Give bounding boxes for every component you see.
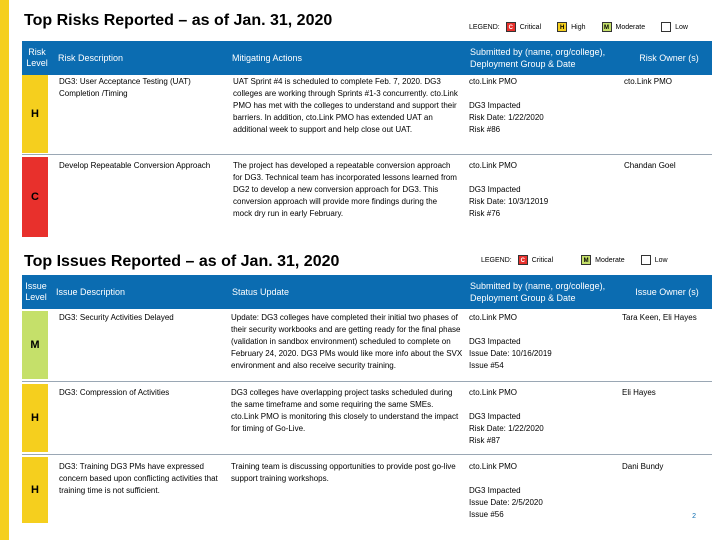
issue-description: DG3: Training DG3 PMs have expressed concern based upon conflicting activities that training time is not sufficient. [59,462,218,495]
issue-owner: Tara Keen, Eli Hayes [622,313,697,322]
legend-low-swatch [661,22,671,32]
risks-header-description: Risk Description [58,53,124,63]
submitted-date: Issue Date: 2/5/2020 [469,498,543,507]
issue-status: Update: DG3 colleges have completed their initial two phases of their security workbooks and are getting ready for the final phase (validation in sandbox environment) scheduled to complete on February 24, 2020. DG3 PMs would like more info about the SVX environment and also receive security training. [231,313,463,370]
risk-submitted [465,159,620,221]
legend-label: LEGEND: [469,23,500,31]
row-divider [22,154,712,155]
legend-moderate-label: Moderate [615,23,646,31]
issue-level-badge: H [22,384,48,452]
legend-high-label: High [571,23,586,31]
row-divider [22,381,712,382]
legend-low-swatch [641,255,651,265]
page-number: 2 [692,513,696,520]
issues-header-status: Status Update [232,287,290,297]
issues-header-description: Issue Description [56,287,126,297]
legend-critical-swatch: C [518,255,528,265]
legend-moderate-swatch: M [581,255,591,265]
issues-legend [481,255,684,265]
issue-status: Training team is discussing opportunities to provide post go-live support training workshops. [231,462,456,483]
issue-submitted [465,386,620,448]
legend-high-swatch: H [557,22,567,32]
legend-critical-label: Critical [519,23,542,31]
submitted-date: Risk Date: 10/3/12019 [469,197,549,206]
risks-legend [469,22,704,32]
issue-status: DG3 colleges have overlapping project tasks scheduled during the same timeframe and some requiring the same SMEs. cto.Link PMO is monitoring this closely to understand the impact for timing of Go-Live. [231,388,459,433]
issue-submitted [465,311,620,373]
risk-level-badge: H [22,75,48,153]
submitted-group: DG3 Impacted [469,486,521,495]
issue-owner: Eli Hayes [622,388,656,397]
submitted-org: cto.Link PMO [469,313,518,322]
submitted-group: DG3 Impacted [469,337,521,346]
risks-header-submitted: Submitted by (name, org/college), Deployment Group & Date [470,47,606,69]
risk-level-badge: C [22,157,48,237]
risk-submitted [465,75,620,137]
legend-moderate-label: Moderate [595,256,625,264]
submitted-id: Risk #76 [469,209,501,218]
legend-low-label: Low [675,23,688,31]
issue-description: DG3: Security Activities Delayed [59,313,174,322]
issue-level-badge: M [22,311,48,379]
issues-header-row [22,275,712,309]
issue-level-badge: H [22,457,48,523]
left-accent-bar [0,0,9,540]
risks-header-owner: Risk Owner (s) [639,53,699,63]
submitted-org: cto.Link PMO [469,161,518,170]
issues-header-owner: Issue Owner (s) [635,287,699,297]
risks-header-row [22,41,712,75]
risk-mitigation: UAT Sprint #4 is scheduled to complete Feb. 7, 2020. DG3 colleges are working through Sprints #1-3 concurrently. cto.Link PMO has met with the colleges to understand and support their barriers. In addition, cto.Link PMO has extended UAT an additional week to support and help close out UAT. [233,77,458,134]
issues-header-level: Issue Level [25,281,47,302]
submitted-id: Issue #54 [469,361,504,370]
issues-header-submitted: Submitted by (name, org/college), Deployment Group & Date [470,281,606,303]
submitted-group: DG3 Impacted [469,101,521,110]
risk-owner: Chandan Goel [624,161,676,170]
row-divider [22,454,712,455]
submitted-date: Risk Date: 1/22/2020 [469,424,544,433]
risks-header-level: Risk Level [26,47,48,68]
risk-description: Develop Repeatable Conversion Approach [59,161,211,170]
risks-title: Top Risks Reported – as of Jan. 31, 2020 [24,12,333,29]
issue-description: DG3: Compression of Activities [59,388,170,397]
legend-label: LEGEND: [481,256,512,264]
submitted-id: Risk #86 [469,125,501,134]
legend-critical-swatch: C [506,22,516,32]
submitted-org: cto.Link PMO [469,388,518,397]
risk-owner: cto.Link PMO [624,77,673,86]
issue-owner: Dani Bundy [622,462,664,471]
submitted-org: cto.Link PMO [469,462,518,471]
issue-submitted [465,460,620,522]
submitted-group: DG3 Impacted [469,185,521,194]
submitted-id: Issue #56 [469,510,504,519]
legend-critical-label: Critical [531,256,554,264]
submitted-org: cto.Link PMO [469,77,518,86]
submitted-date: Risk Date: 1/22/2020 [469,113,544,122]
risk-description: DG3: User Acceptance Testing (UAT) Completion /Timing [59,77,191,98]
legend-low-label: Low [654,256,668,264]
submitted-date: Issue Date: 10/16/2019 [469,349,552,358]
legend-moderate-swatch: M [602,22,612,32]
submitted-group: DG3 Impacted [469,412,521,421]
risk-mitigation: The project has developed a repeatable conversion approach for DG3. Technical team has incorporated lessons learned from DG2 to develop a new conversion approach for DG3. This conversion approach will provide more findings during the mock dry run in early February. [233,161,457,218]
submitted-id: Risk #87 [469,436,501,445]
risks-header-mitigation: Mitigating Actions [232,53,303,63]
issues-title: Top Issues Reported – as of Jan. 31, 2020 [24,253,340,270]
